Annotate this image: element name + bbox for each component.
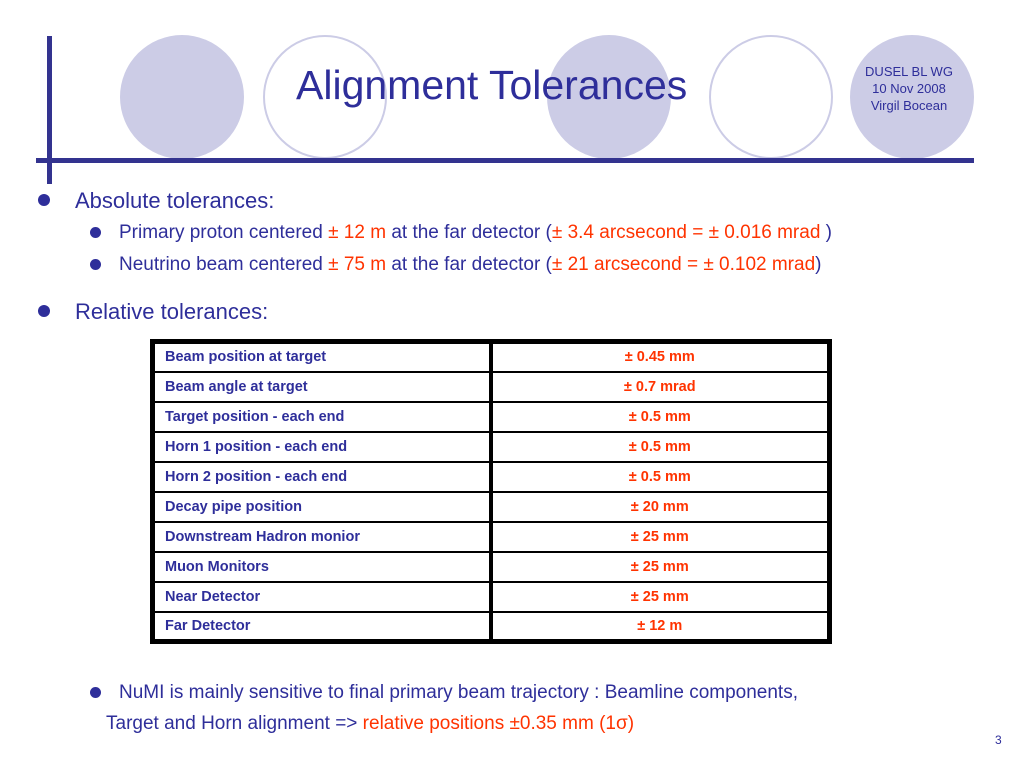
numi-note-line2 bbox=[106, 713, 634, 735]
bullet-dot bbox=[38, 305, 50, 317]
meta-date: 10 Nov 2008 bbox=[872, 81, 946, 96]
row-value: ± 20 mm bbox=[491, 492, 830, 522]
row-name: Target position - each end bbox=[153, 402, 491, 432]
row-value: ± 25 mm bbox=[491, 582, 830, 612]
table-row bbox=[153, 462, 830, 492]
row-name: Near Detector bbox=[153, 582, 491, 612]
row-value: ± 0.5 mm bbox=[491, 432, 830, 462]
bullet-dot bbox=[38, 194, 50, 206]
numi-note-line1: NuMI is mainly sensitive to final primary beam trajectory : Beamline components, bbox=[119, 682, 798, 703]
table-row bbox=[153, 432, 830, 462]
primary-value: ± 12 m bbox=[328, 222, 387, 243]
decor-circle-1 bbox=[120, 35, 244, 159]
row-name: Downstream Hadron monior bbox=[153, 522, 491, 552]
table-row bbox=[153, 612, 830, 642]
primary-angle: ± 3.4 arcsecond = ± 0.016 mrad bbox=[551, 222, 821, 243]
row-value: ± 0.7 mrad bbox=[491, 372, 830, 402]
row-name: Far Detector bbox=[153, 612, 491, 642]
bullet-dot bbox=[90, 687, 101, 698]
slide-title: Alignment Tolerances bbox=[296, 62, 688, 108]
bullet-dot bbox=[90, 227, 101, 238]
row-value: ± 12 m bbox=[491, 612, 830, 642]
table-row bbox=[153, 552, 830, 582]
neutrino-value: ± 75 m bbox=[328, 254, 387, 275]
tolerance-table bbox=[150, 339, 832, 644]
table-row bbox=[153, 492, 830, 522]
neutrino-text-e: ) bbox=[815, 254, 822, 275]
row-value: ± 25 mm bbox=[491, 522, 830, 552]
primary-text-e: ) bbox=[820, 222, 833, 243]
table-row bbox=[153, 372, 830, 402]
meta-author: Virgil Bocean bbox=[870, 98, 948, 113]
primary-proton-line bbox=[119, 222, 832, 244]
page-number: 3 bbox=[995, 733, 1002, 747]
neutrino-text-c: at the far detector ( bbox=[386, 254, 552, 275]
row-value: ± 25 mm bbox=[491, 552, 830, 582]
row-name: Beam angle at target bbox=[153, 372, 491, 402]
row-value: ± 0.45 mm bbox=[491, 342, 830, 372]
row-name: Horn 1 position - each end bbox=[153, 432, 491, 462]
table-row bbox=[153, 342, 830, 372]
row-name: Decay pipe position bbox=[153, 492, 491, 522]
row-name: Muon Monitors bbox=[153, 552, 491, 582]
row-value: ± 0.5 mm bbox=[491, 462, 830, 492]
decor-circle-4 bbox=[709, 35, 833, 159]
row-name: Beam position at target bbox=[153, 342, 491, 372]
neutrino-text-a: Neutrino beam centered bbox=[119, 254, 329, 275]
row-name: Horn 2 position - each end bbox=[153, 462, 491, 492]
table-row bbox=[153, 402, 830, 432]
neutrino-angle: ± 21 arcsecond = ± 0.102 mrad bbox=[551, 254, 816, 275]
row-value: ± 0.5 mm bbox=[491, 402, 830, 432]
absolute-heading: Absolute tolerances: bbox=[75, 188, 275, 213]
neutrino-beam-line bbox=[119, 254, 821, 276]
numi-note-highlight: relative positions ±0.35 mm (1σ) bbox=[362, 713, 635, 734]
numi-note-text: Target and Horn alignment => bbox=[106, 713, 363, 734]
relative-heading: Relative tolerances: bbox=[75, 299, 269, 324]
horizontal-rule bbox=[36, 158, 974, 163]
table-row bbox=[153, 522, 830, 552]
slide-meta bbox=[842, 63, 976, 114]
primary-text-a: Primary proton centered bbox=[119, 222, 329, 243]
table-row bbox=[153, 582, 830, 612]
meta-group: DUSEL BL WG bbox=[865, 64, 953, 79]
bullet-dot bbox=[90, 259, 101, 270]
primary-text-c: at the far detector ( bbox=[386, 222, 552, 243]
